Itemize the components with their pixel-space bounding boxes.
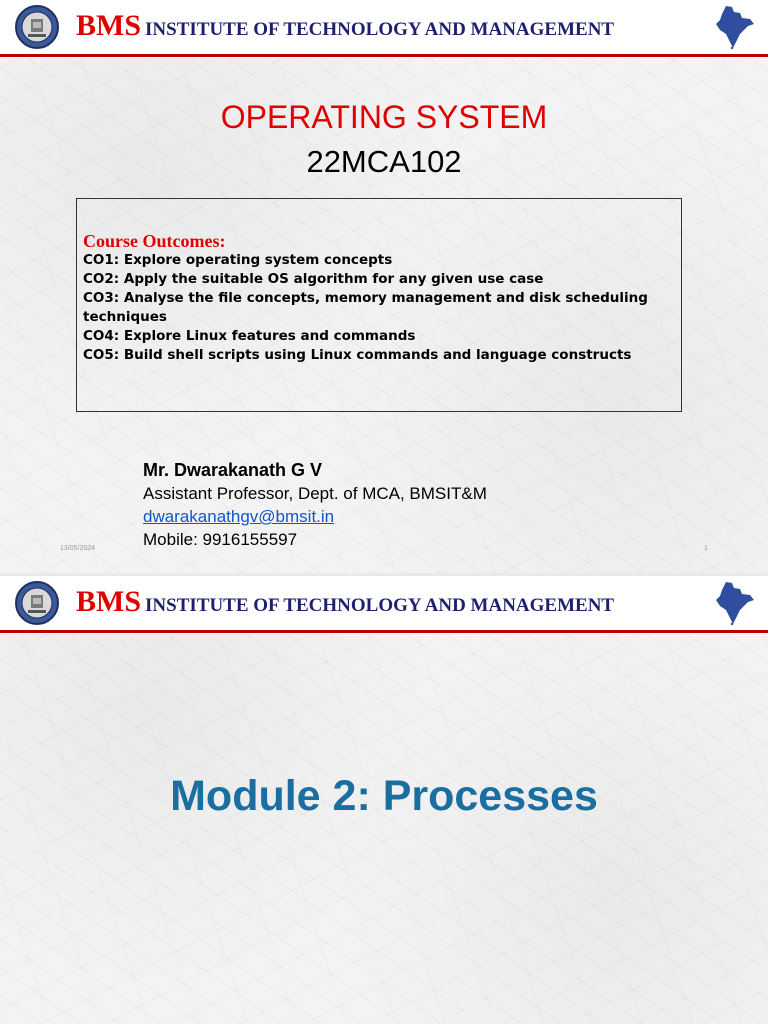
institute-logo-icon [14,580,60,626]
slide-header [0,0,768,58]
brand-text: BMS [76,9,142,42]
header-divider [0,54,768,57]
professor-designation: Assistant Professor, Dept. of MCA, BMSIT&M [143,484,487,503]
professor-name: Mr. Dwarakanath G V [143,460,323,480]
institute-text: INSTITUTE OF TECHNOLOGY AND MANAGEMENT [145,19,615,40]
brand-text: BMS [76,585,142,618]
slide-2 [0,576,768,1024]
list-item: CO4: Explore Linux features and commands [83,328,416,344]
india-map-icon [712,4,756,50]
professor-info [143,458,487,551]
institute-logo-icon [14,4,60,50]
course-outcomes-box [76,198,682,412]
course-title: OPERATING SYSTEM [220,99,548,135]
course-code: 22MCA102 [306,144,462,179]
slide-page-number: 1 [704,545,708,552]
course-outcomes-list [83,251,679,365]
professor-email-link[interactable]: dwarakanathgv@bmsit.in [143,507,335,526]
professor-mobile: Mobile: 9916155597 [143,530,298,549]
list-item: CO3: Analyse the file concepts, memory management and disk scheduling techniques [83,290,648,325]
course-outcomes-heading: Course Outcomes: [83,231,226,251]
list-item: CO5: Build shell scripts using Linux commands and language constructs [83,347,632,363]
institute-name [76,9,614,43]
slide-date: 13/05/2024 [60,545,96,552]
header-divider [0,630,768,633]
slide-header [0,576,768,634]
institute-name [76,585,614,619]
list-item: CO1: Explore operating system concepts [83,252,393,268]
module-title: Module 2: Processes [170,772,598,820]
list-item: CO2: Apply the suitable OS algorithm for any given use case [83,271,544,287]
institute-text: INSTITUTE OF TECHNOLOGY AND MANAGEMENT [145,595,615,616]
india-map-icon [712,580,756,626]
